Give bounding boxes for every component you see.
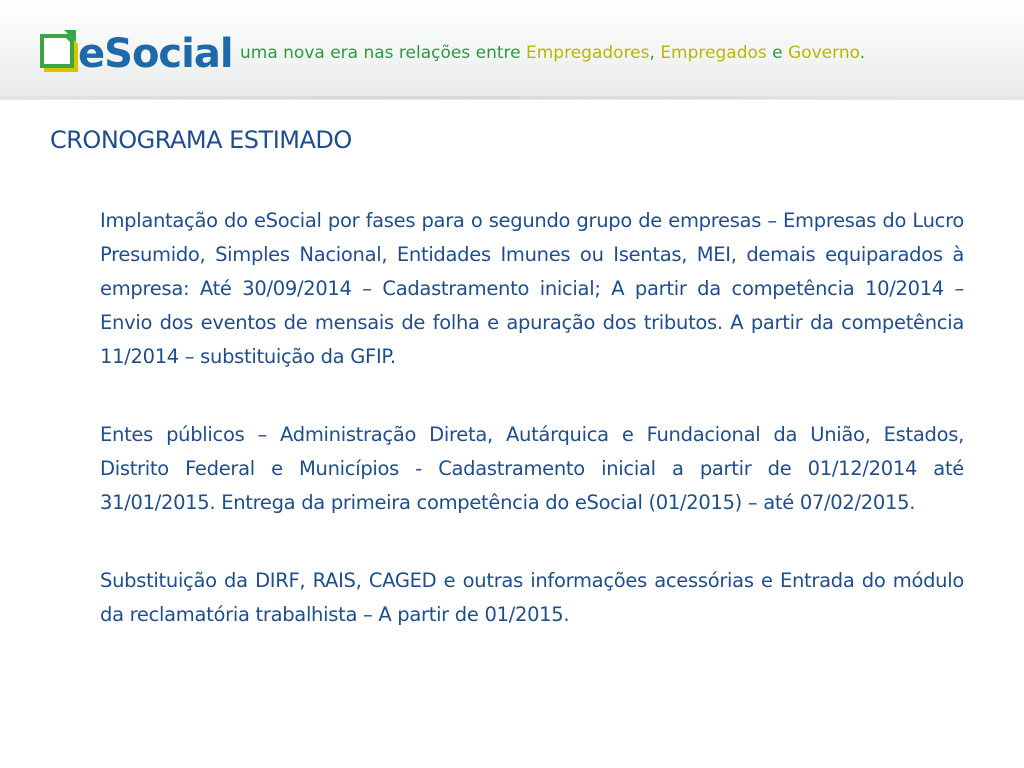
paragraph-substituicao: Substituição da DIRF, RAIS, CAGED e outras informações acessórias e Entrada do módulo da reclamatória trabalhista – A partir de 01/2015. xyxy=(100,569,964,626)
logo-text-e: e xyxy=(78,31,105,77)
tagline-empregados: Empregados xyxy=(660,43,767,63)
paragraph-entes-publicos: Entes públicos – Administração Direta, Autárquica e Fundacional da União, Estados, Distrito Federal e Municípios - Cadastramento inicial a partir de 01/12/2014 até 31/01/2015. Entrega da primeira competência do eSocial (01/2015) – até 07/02/2015. xyxy=(100,423,964,514)
tagline-sep2: e xyxy=(766,43,789,63)
tagline-governo: Governo xyxy=(788,43,860,63)
logo-text-social: Social xyxy=(104,31,233,77)
document-logo-icon xyxy=(38,28,82,78)
tagline-part1: uma nova era nas relações entre xyxy=(240,43,526,63)
paragraph-fases: Implantação do eSocial por fases para o segundo grupo de empresas – Empresas do Lucro Presumido, Simples Nacional, Entidades Imunes ou Isentas, MEI, demais equiparados à empresa: Até 30/09/2014 – Cadastramento inicial; A partir da competência 10/2014 – Envio dos eventos de mensais de folha e apuração dos tributos. A partir da competência 11/2014 – substituição da GFIP. xyxy=(100,209,964,368)
slide-body xyxy=(100,204,964,676)
header-tagline xyxy=(240,42,865,64)
tagline-end: . xyxy=(859,43,866,63)
slide-title: CRONOGRAMA ESTIMADO xyxy=(50,126,352,154)
slide-header xyxy=(0,0,1024,100)
header-divider xyxy=(0,96,1024,99)
tagline-empregadores: Empregadores xyxy=(526,43,650,63)
esocial-logo xyxy=(38,28,233,80)
logo-wordmark xyxy=(78,32,233,76)
tagline-sep1: , xyxy=(649,43,661,63)
